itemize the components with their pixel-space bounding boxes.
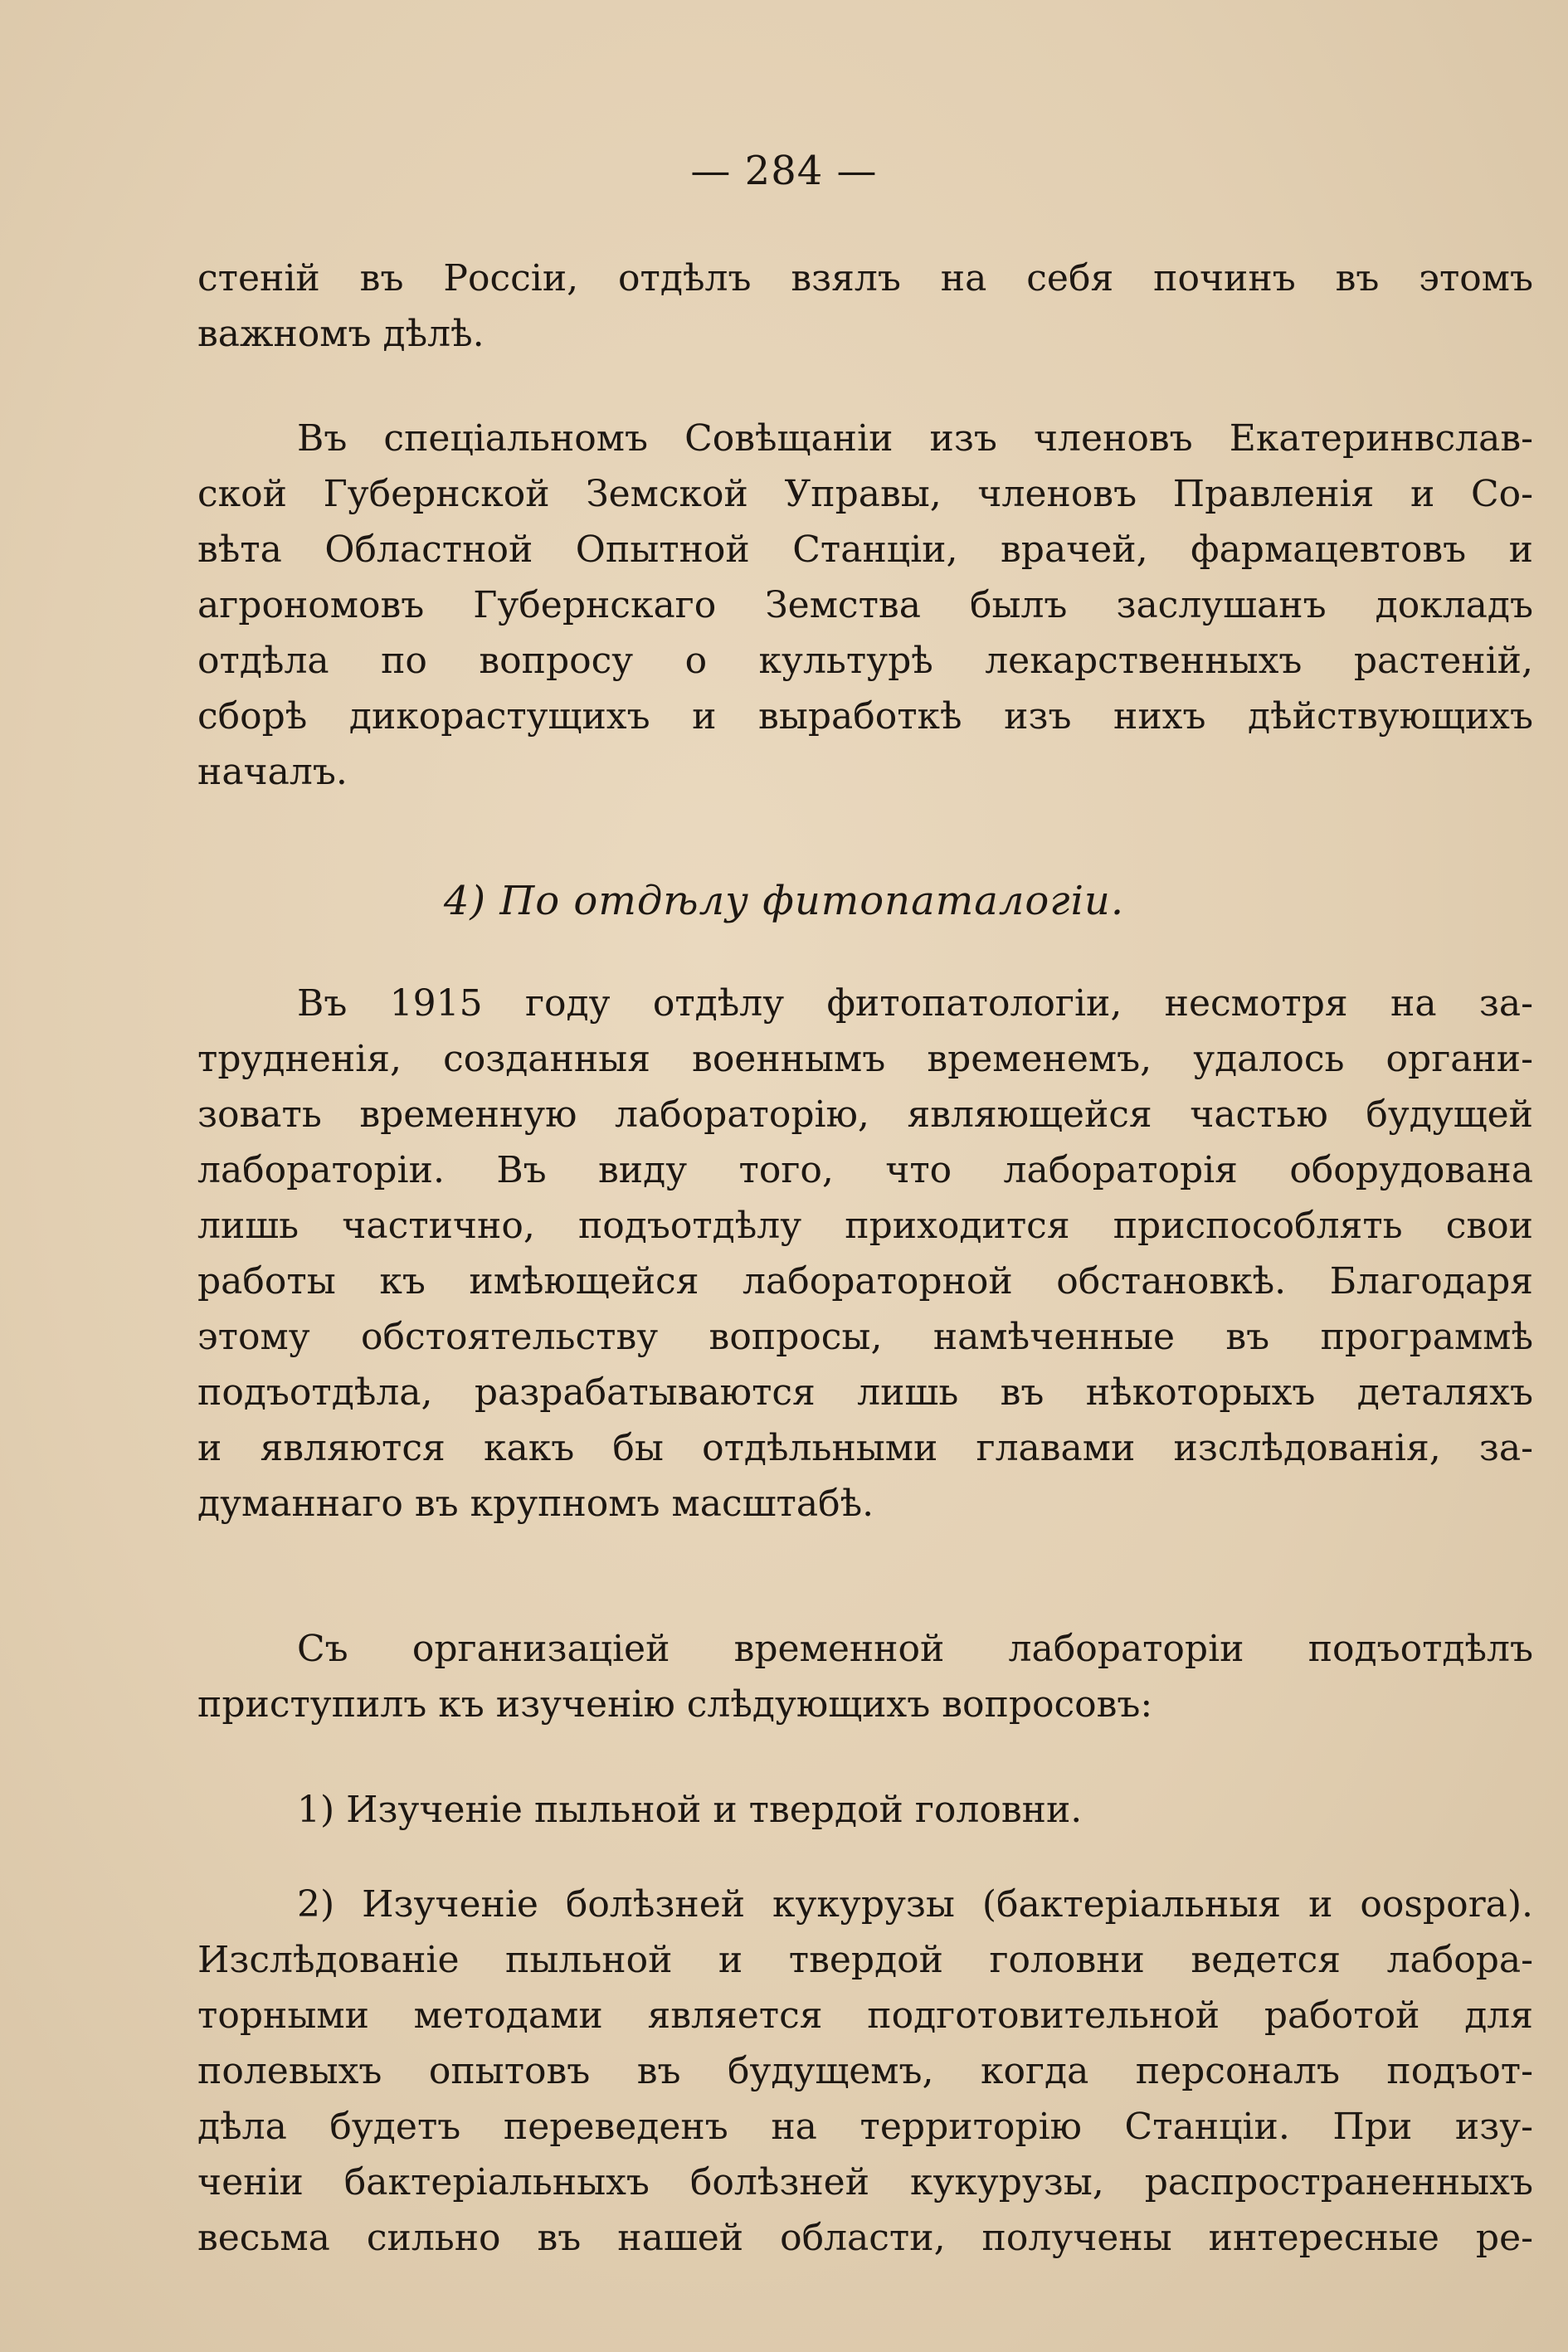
list-item-2-line-6: ченіи бактеріальныхъ болѣзней кукурузы, распространенныхъ	[197, 2161, 1533, 2203]
paragraph-3-line-6: работы къ имѣющейся лабораторной обстановкѣ. Благодаря	[197, 1260, 1533, 1303]
paragraph-1	[197, 251, 1533, 362]
paragraph-4-line-1: Съ организаціей временной лабораторіи подъотдѣлъ	[297, 1628, 1533, 1670]
list-item-2	[197, 1877, 1533, 2266]
list-item-2-line-1: 2) Изученіе болѣзней кукурузы (бактеріальныя и oospora).	[297, 1883, 1533, 1926]
paragraph-4	[197, 1621, 1533, 1732]
paragraph-2-line-7: началъ.	[197, 751, 348, 793]
paragraph-2	[197, 411, 1533, 800]
section-heading: 4) По отдѣлу фитопаталогіи.	[443, 878, 1125, 924]
list-item-2-line-2: Изслѣдованіе пыльной и твердой головни ведется лабора-	[197, 1939, 1533, 1981]
paragraph-2-line-5: отдѣла по вопросу о культурѣ лекарственныхъ растеній,	[197, 640, 1533, 682]
paragraph-3-line-1: Въ 1915 году отдѣлу фитопатологіи, несмотря на за-	[297, 982, 1533, 1025]
list-item-2-line-4: полевыхъ опытовъ въ будущемъ, когда персоналъ подъот-	[197, 2050, 1533, 2092]
paragraph-3-line-3: зовать временную лабораторію, являющейся частью будущей	[197, 1093, 1533, 1136]
paragraph-2-line-4: агрономовъ Губернскаго Земства былъ заслушанъ докладъ	[197, 584, 1533, 626]
paragraph-2-line-6: сборѣ дикорастущихъ и выработкѣ изъ нихъ дѣйствующихъ	[197, 695, 1533, 738]
paragraph-3-line-8: подъотдѣла, разрабатываются лишь въ нѣкоторыхъ деталяхъ	[197, 1371, 1533, 1414]
paragraph-3-line-9: и являются какъ бы отдѣльными главами изслѣдованія, за-	[197, 1427, 1533, 1469]
paragraph-2-line-3: вѣта Областной Опытной Станціи, врачей, фармацевтовъ и	[197, 528, 1533, 571]
list-item-2-line-3: торными методами является подготовительной работой для	[197, 1994, 1533, 2037]
list-item-1	[197, 1782, 1533, 1838]
paragraph-3-line-4: лабораторіи. Въ виду того, что лабораторія оборудована	[197, 1149, 1533, 1191]
paragraph-3-line-2: трудненія, созданныя военнымъ временемъ, удалось органи-	[197, 1038, 1533, 1080]
paragraph-2-line-2: ской Губернской Земской Управы, членовъ Правленія и Со-	[197, 473, 1533, 515]
page-number: — 284 —	[690, 148, 878, 194]
paragraph-2-line-1: Въ спеціальномъ Совѣщаніи изъ членовъ Екатеринвслав-	[297, 417, 1533, 460]
paragraph-4-line-2: приступилъ къ изученію слѣдующихъ вопросовъ:	[197, 1683, 1153, 1726]
paragraph-1-line-2: важномъ дѣлѣ.	[197, 313, 485, 355]
paragraph-3-line-7: этому обстоятельству вопросы, намѣченные въ программѣ	[197, 1316, 1533, 1358]
paragraph-3-line-5: лишь частично, подъотдѣлу приходится приспособлять свои	[197, 1205, 1533, 1247]
list-item-1-line-1: 1) Изученіе пыльной и твердой головни.	[297, 1789, 1083, 1831]
list-item-2-line-7: весьма сильно въ нашей области, получены интересные ре-	[197, 2217, 1533, 2259]
paragraph-3-line-10: думаннаго въ крупномъ масштабѣ.	[197, 1483, 874, 1525]
paragraph-3	[197, 976, 1533, 1531]
paragraph-1-line-1: стеній въ Россіи, отдѣлъ взялъ на себя починъ въ этомъ	[197, 257, 1533, 299]
list-item-2-line-5: дѣла будетъ переведенъ на территорію Станціи. При изу-	[197, 2106, 1533, 2148]
